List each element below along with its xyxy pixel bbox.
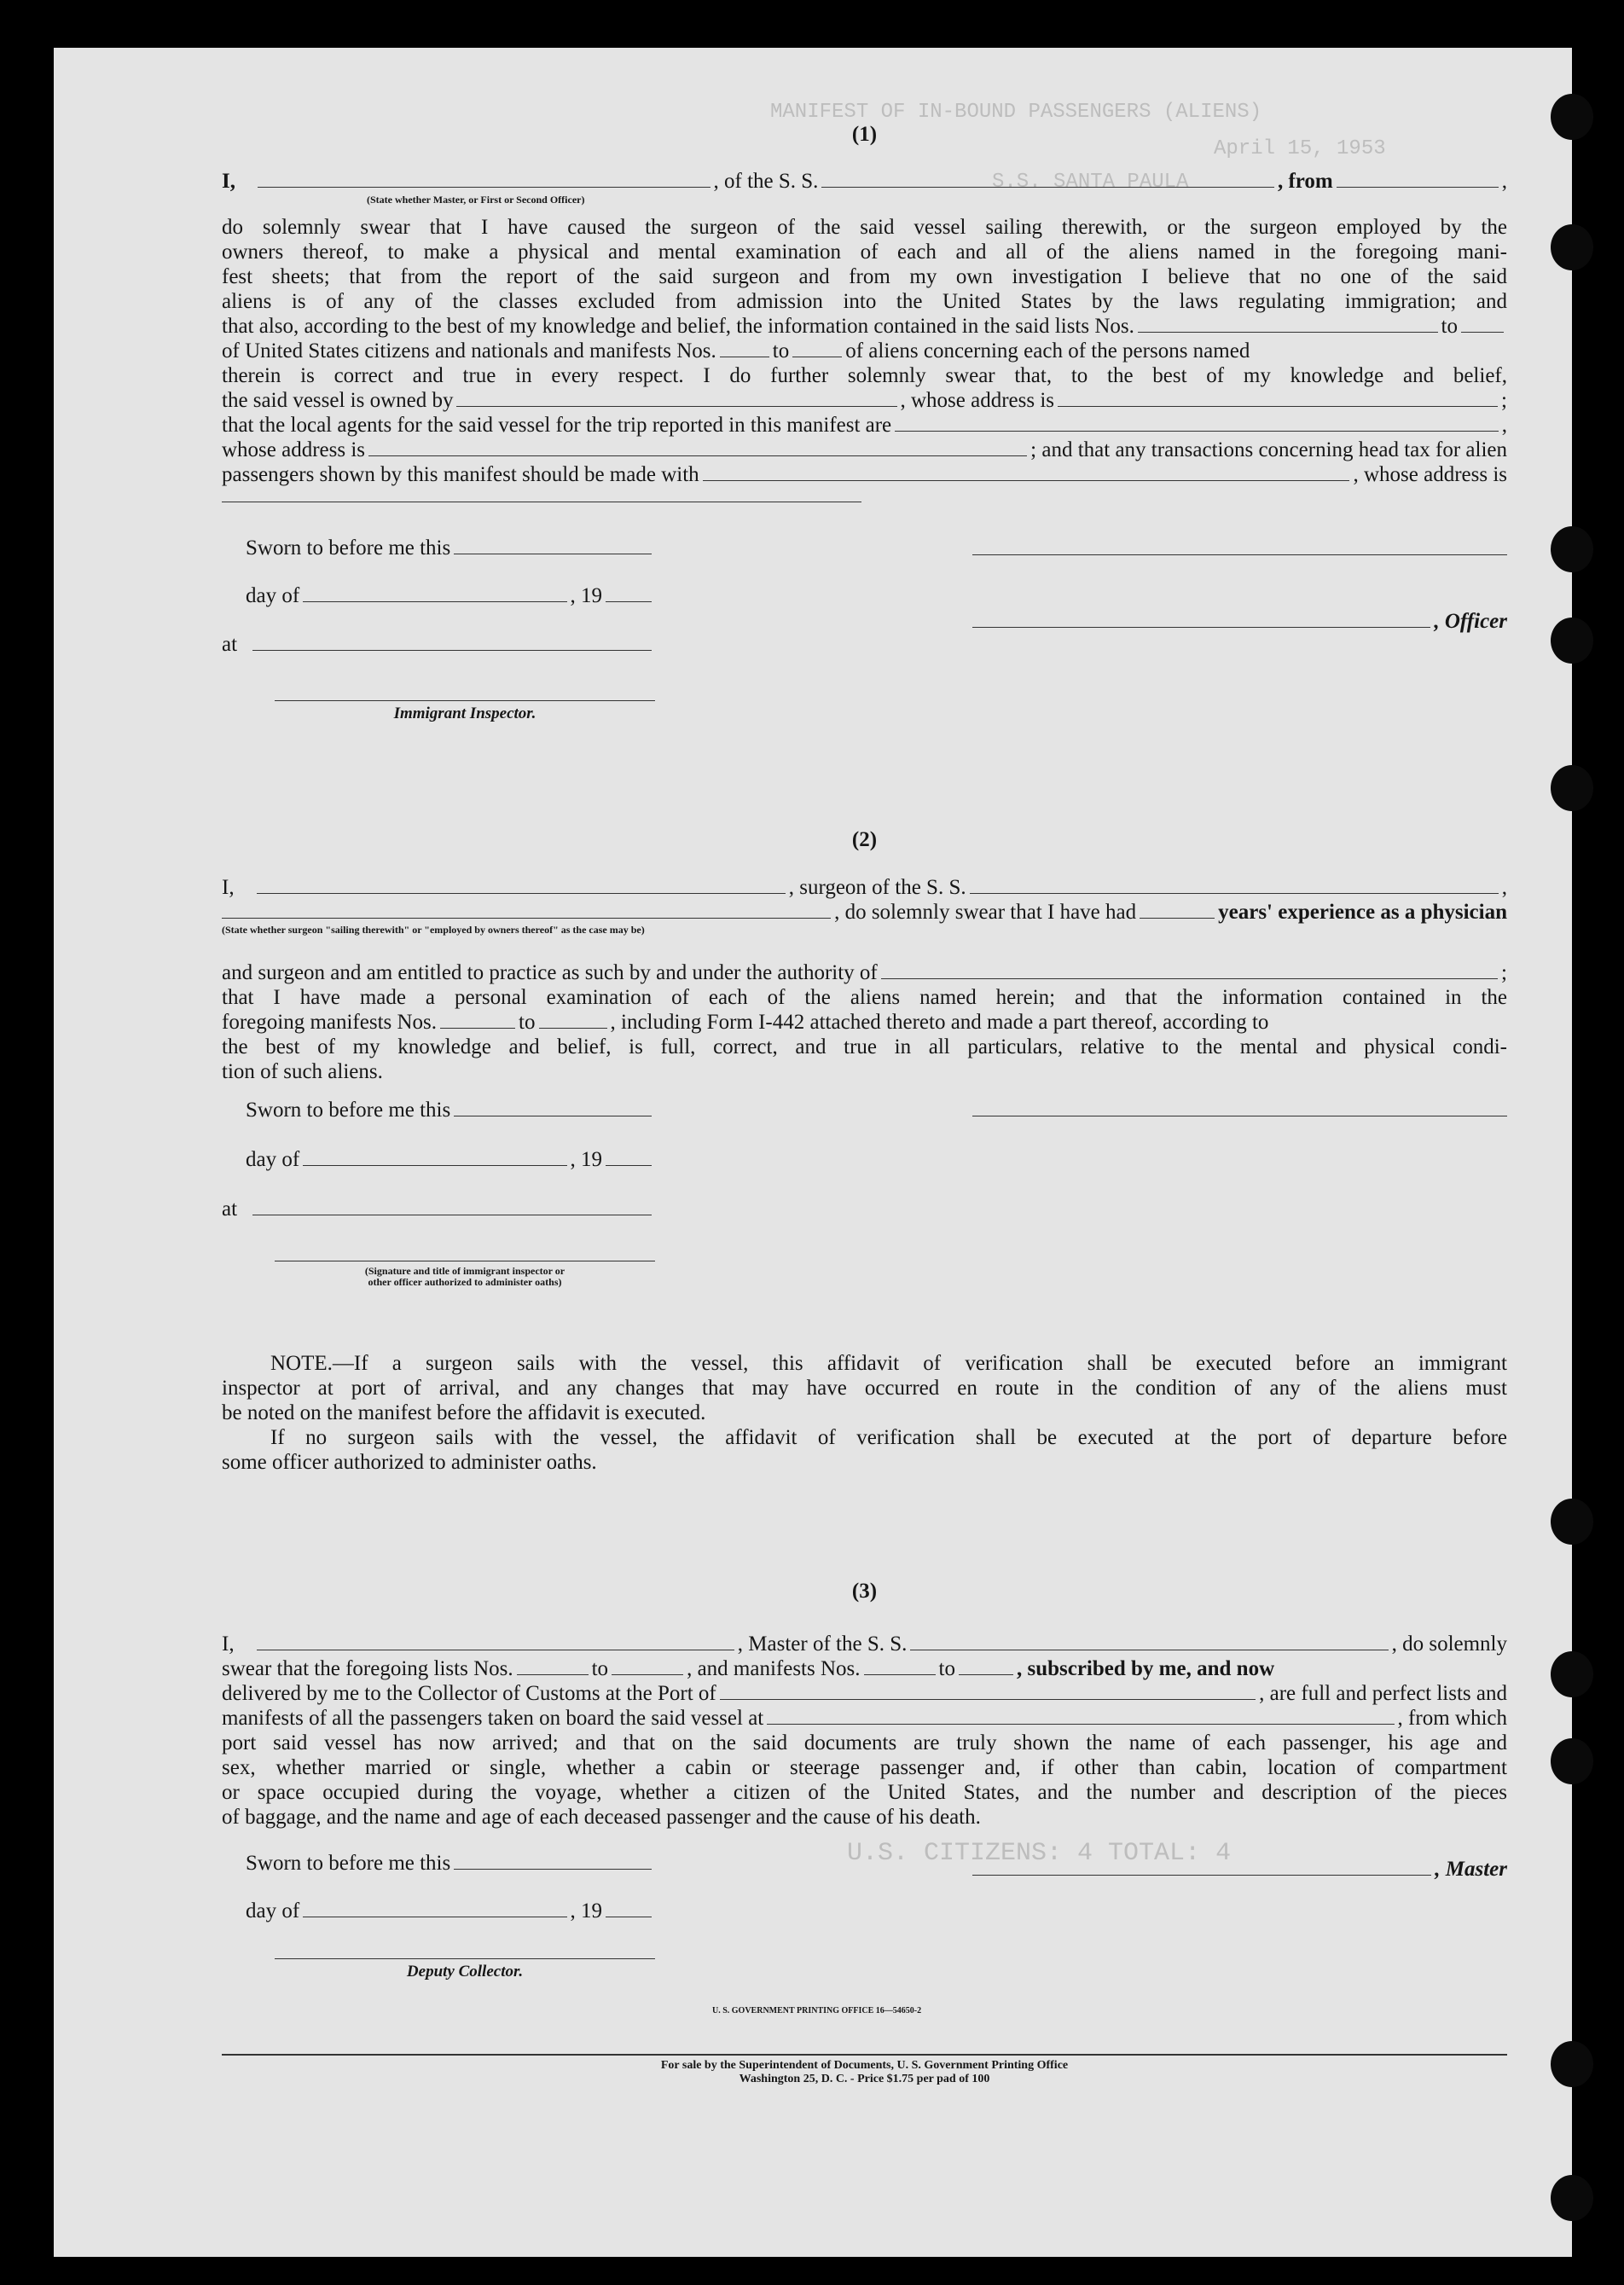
master-name-field[interactable] [257, 1633, 734, 1650]
punch-hole [1551, 224, 1593, 270]
officer-line: , Officer [972, 609, 1507, 634]
oath-text-line: owners thereof, to make a physical and mental examination of each and all of the aliens named in the foregoing mani- [222, 241, 1507, 264]
gpo-imprint: U. S. GOVERNMENT PRINTING OFFICE 16—54650-2 [712, 2006, 922, 2015]
punch-hole [1551, 526, 1593, 572]
master-line-3: delivered by me to the Collector of Customs at the Port of , are full and perfect lists and [222, 1682, 1507, 1705]
footer-rule [222, 2054, 1507, 2056]
embarkation-field[interactable] [767, 1708, 1394, 1725]
sworn-date-field[interactable] [454, 537, 652, 554]
punch-hole [1551, 2041, 1593, 2087]
punch-hole [1551, 94, 1593, 140]
agents-line: that the local agents for the said vessel for the trip reported in this manifest are , [222, 414, 1507, 437]
sworn-date-field[interactable] [454, 1853, 652, 1870]
authority-field[interactable] [881, 962, 1498, 979]
inspector-signature-field[interactable] [275, 700, 655, 701]
year-field[interactable] [606, 585, 652, 602]
at-line: at [222, 632, 655, 657]
master-line-2: swear that the foregoing lists Nos. to , and manifests Nos. to , subscribed by me, and now [222, 1657, 1275, 1680]
owner-address-field[interactable] [1058, 390, 1498, 407]
manifests-line: of United States citizens and nationals and manifests Nos. to of aliens concerning each of the persons named [222, 339, 1250, 362]
manifest-start-field[interactable] [720, 340, 769, 357]
owner-line: the said vessel is owned by , whose address is ; [222, 389, 1507, 412]
officer-name-field[interactable] [258, 171, 710, 188]
head-tax-party-field[interactable] [703, 464, 1350, 481]
inspector-caption: Immigrant Inspector. [393, 705, 536, 722]
punch-hole [1551, 1651, 1593, 1697]
manifest-end-field[interactable] [792, 340, 842, 357]
bleed-through-text: U.S. CITIZENS: 4 TOTAL: 4 [847, 1839, 1232, 1868]
note-line: some officer authorized to administer oaths. [222, 1451, 597, 1474]
sale-notice: Washington 25, D. C. - Price $1.75 per pad of 100 [739, 2073, 990, 2085]
agents-address-line: whose address is ; and that any transactions concerning head tax for alien [222, 438, 1507, 461]
month-field[interactable] [303, 1149, 566, 1166]
day-of-line: day of , 19 [246, 583, 655, 608]
month-field[interactable] [303, 1900, 566, 1917]
collector-signature-field[interactable] [275, 1958, 655, 1959]
list-end-field[interactable] [1461, 316, 1504, 333]
surgeon-manifests-line: foregoing manifests Nos. to , including Form I-442 attached thereto and made a part thereof, according to [222, 1011, 1269, 1034]
section-number: (2) [851, 828, 878, 851]
place-field[interactable] [252, 634, 652, 651]
day-of-line: day of , 19 [246, 1899, 655, 1923]
punch-hole [1551, 618, 1593, 664]
lists-line: that also, according to the best of my knowledge and belief, the information contained in the said lists Nos. to [222, 314, 1507, 339]
master-manifest-end-field[interactable] [959, 1658, 1013, 1675]
section-number: (3) [851, 1580, 878, 1603]
punch-hole [1551, 1499, 1593, 1545]
sworn-line: Sworn to before me this [246, 536, 655, 560]
master-list-start-field[interactable] [517, 1658, 589, 1675]
master-line-4: manifests of all the passengers taken on board the said vessel at , from which [222, 1707, 1507, 1730]
year-field[interactable] [606, 1900, 652, 1917]
master-text-line: port said vessel has now arrived; and that on the said documents are truly shown the name of each passenger, his age and [222, 1731, 1507, 1754]
agents-field[interactable] [895, 415, 1499, 432]
oath-text-line: aliens is of any of the classes excluded from admission into the United States by the laws regulating immigration; and [222, 290, 1507, 313]
note-line: be noted on the manifest before the affidavit is executed. [222, 1401, 706, 1424]
master-text-line: sex, whether married or single, whether a cabin or steerage passenger and, if other than cabin, location of compartment [222, 1756, 1507, 1779]
master-signature-line: , Master [972, 1857, 1507, 1882]
head-tax-line: passengers shown by this manifest should be made with , whose address is [222, 463, 1507, 486]
place-field[interactable] [252, 1198, 652, 1215]
surgeon-text-line: tion of such aliens. [222, 1060, 383, 1083]
surgeon-status-field[interactable] [222, 902, 831, 919]
sale-notice: For sale by the Superintendent of Documents, U. S. Government Printing Office [660, 2059, 1069, 2072]
surgeon-text-line: that I have made a personal examination of each of the aliens named herein; and that the information contained in the [222, 986, 1507, 1009]
document-page [54, 48, 1572, 2257]
master-text-line: of baggage, and the name and age of each deceased passenger and the cause of his death. [222, 1806, 981, 1829]
punch-hole [1551, 765, 1593, 811]
punch-hole [1551, 1738, 1593, 1784]
officer-signature-field[interactable] [972, 611, 1430, 628]
surgeon-authority-line: and surgeon and am entitled to practice as such by and under the authority of ; [222, 961, 1507, 984]
surgeon-name-field[interactable] [257, 877, 786, 894]
section-number: (1) [851, 123, 878, 146]
owner-field[interactable] [456, 390, 896, 407]
master-line-1: I, , Master of the S. S. , do solemnly [222, 1633, 1508, 1656]
oath-text-line: do solemnly swear that I have caused the surgeon of the said vessel sailing therewith, or the surgeon employed by the [222, 216, 1507, 239]
officer-note: (State whether Master, or First or Second Officer) [367, 194, 585, 206]
officer-signature-line[interactable] [972, 554, 1507, 555]
signature-note: (Signature and title of immigrant inspector or [364, 1265, 566, 1277]
year-field[interactable] [606, 1149, 652, 1166]
surgeon-text-line: the best of my knowledge and belief, is full, correct, and true in all particulars, relative to the mental and physical condi- [222, 1035, 1507, 1058]
master-signature-field[interactable] [972, 1859, 1431, 1876]
surgeon-line-2: , do solemnly swear that I have had years' experience as a physician [222, 900, 1507, 925]
oath-text-line: therein is correct and true in every respect. I do further solemnly swear that, to the best of my knowledge and belief, [222, 364, 1507, 387]
bleed-through-text: S.S. SANTA PAULA [992, 171, 1189, 194]
surgeon-manifest-start-field[interactable] [440, 1012, 515, 1029]
master-manifest-start-field[interactable] [864, 1658, 936, 1675]
oath-text-line: fest sheets; that from the report of the said surgeon and from my own investigation I believe that no one of the said [222, 265, 1507, 288]
punch-hole [1551, 2175, 1593, 2221]
bleed-through-text: MANIFEST OF IN-BOUND PASSENGERS (ALIENS) [770, 101, 1262, 124]
years-experience-field[interactable] [1140, 902, 1215, 919]
master-list-end-field[interactable] [612, 1658, 683, 1675]
bleed-through-text: April 15, 1953 [1214, 137, 1386, 160]
vessel-name-field[interactable] [821, 171, 1274, 188]
list-start-field[interactable] [1138, 316, 1438, 333]
month-field[interactable] [303, 585, 566, 602]
surgeon-vessel-field[interactable] [970, 877, 1499, 894]
origin-port-field[interactable] [1337, 171, 1499, 188]
collector-caption: Deputy Collector. [406, 1963, 524, 1981]
surgeon-note: (State whether surgeon "sailing therewith" or "employed by owners thereof" as the case may be) [222, 924, 645, 936]
surgeon-manifest-end-field[interactable] [539, 1012, 607, 1029]
surgeon-line-1: I, , surgeon of the S. S. , [222, 876, 1508, 899]
sworn-line: Sworn to before me this [246, 1851, 655, 1876]
sworn-date-field[interactable] [454, 1099, 652, 1116]
port-field[interactable] [720, 1683, 1256, 1700]
master-vessel-field[interactable] [910, 1633, 1388, 1650]
oath-line-1: I, , of the S. S. , from , [222, 170, 1507, 193]
at-line: at [222, 1197, 655, 1221]
day-of-line: day of , 19 [246, 1147, 655, 1172]
agents-address-field[interactable] [368, 439, 1027, 456]
note-line: If no surgeon sails with the vessel, the affidavit of verification shall be executed at the port of departure before [270, 1426, 1507, 1449]
note-line: NOTE.—If a surgeon sails with the vessel, this affidavit of verification shall be executed before an immigrant [270, 1352, 1507, 1375]
sworn-line: Sworn to before me this [246, 1098, 655, 1122]
signature-note: other officer authorized to administer oaths) [368, 1276, 562, 1288]
note-line: inspector at port of arrival, and any changes that may have occurred en route in the condition of any of the aliens must [222, 1377, 1507, 1400]
master-text-line: or space occupied during the voyage, whether a citizen of the United States, and the number and description of the pieces [222, 1781, 1507, 1804]
